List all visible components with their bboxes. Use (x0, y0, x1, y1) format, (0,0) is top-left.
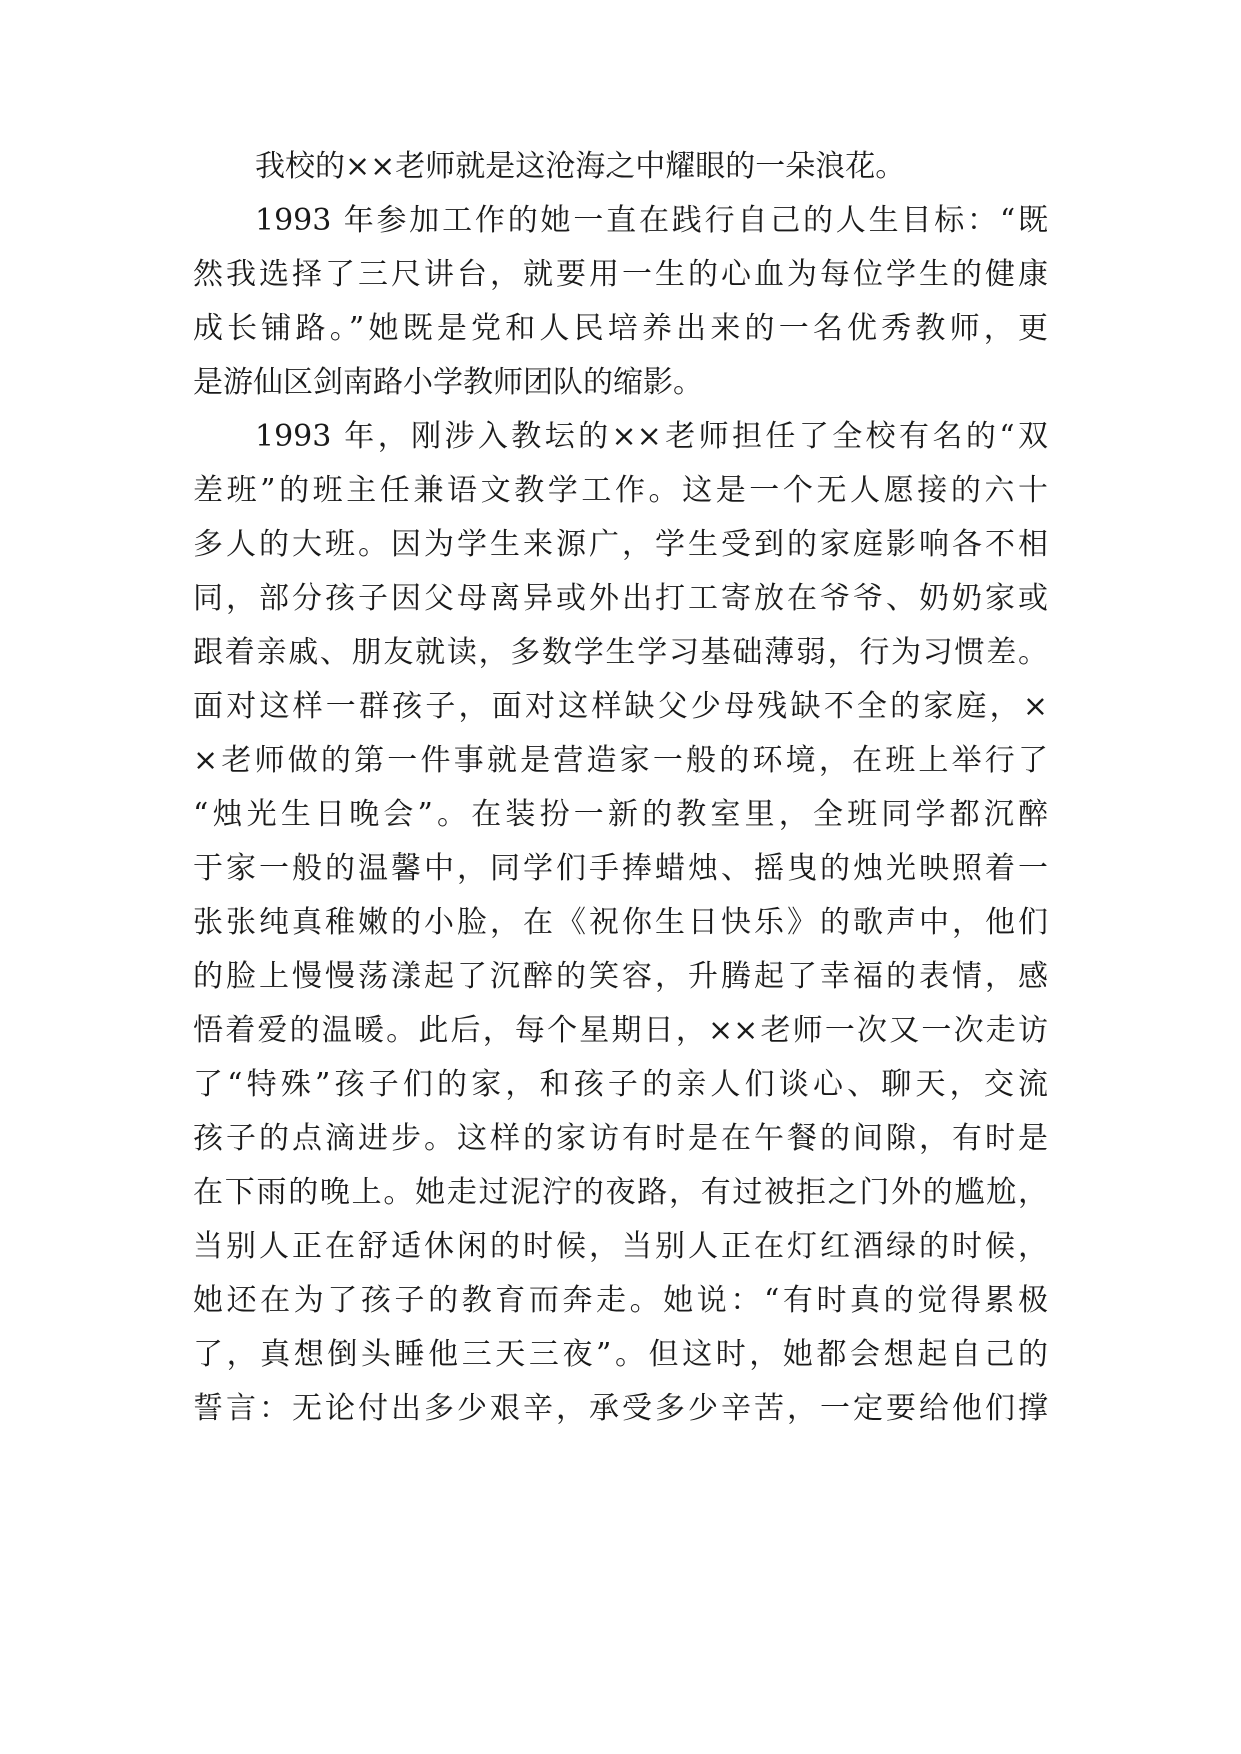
text-line: “烛光生日晚会”。在装扮一新的教室里，全班同学都沉醉 (193, 797, 1048, 832)
text-line: 1993 年，刚涉入教坛的××老师担任了全校有名的“双 (255, 419, 1048, 454)
text-line: 是游仙区剑南路小学教师团队的缩影。 (193, 365, 703, 400)
text-line: 她还在为了孩子的教育而奔走。她说：“有时真的觉得累极 (193, 1283, 1048, 1318)
text-line: 誓言：无论付出多少艰辛，承受多少辛苦，一定要给他们撑 (193, 1391, 1048, 1426)
text-line: 了，真想倒头睡他三天三夜”。但这时，她都会想起自己的 (193, 1337, 1048, 1372)
text-line: 多人的大班。因为学生来源广，学生受到的家庭影响各不相 (193, 527, 1048, 562)
text-line: 然我选择了三尺讲台，就要用一生的心血为每位学生的健康 (193, 257, 1048, 292)
text-line: 的脸上慢慢荡漾起了沉醉的笑容，升腾起了幸福的表情，感 (193, 959, 1048, 994)
text-line: 孩子的点滴进步。这样的家访有时是在午餐的间隙，有时是 (193, 1121, 1048, 1156)
text-line: 张张纯真稚嫩的小脸，在《祝你生日快乐》的歌声中，他们 (193, 905, 1048, 940)
text-line: 面对这样一群孩子，面对这样缺父少母残缺不全的家庭，× (193, 689, 1048, 724)
text-line: 同，部分孩子因父母离异或外出打工寄放在爷爷、奶奶家或 (193, 581, 1048, 616)
text-line: 1993 年参加工作的她一直在践行自己的人生目标：“既 (255, 203, 1048, 238)
text-line: 于家一般的温馨中，同学们手捧蜡烛、摇曳的烛光映照着一 (193, 851, 1048, 886)
text-line: 跟着亲戚、朋友就读，多数学生学习基础薄弱，行为习惯差。 (193, 635, 1048, 670)
text-line: 我校的××老师就是这沧海之中耀眼的一朵浪花。 (255, 149, 906, 184)
text-line: 了“特殊”孩子们的家，和孩子的亲人们谈心、聊天，交流 (193, 1067, 1048, 1102)
text-line: 成长铺路。”她既是党和人民培养出来的一名优秀教师，更 (193, 311, 1048, 346)
text-line: 当别人正在舒适休闲的时候，当别人正在灯红酒绿的时候， (193, 1229, 1048, 1264)
text-line: 差班”的班主任兼语文教学工作。这是一个无人愿接的六十 (193, 473, 1048, 508)
text-line: ×老师做的第一件事就是营造家一般的环境，在班上举行了 (193, 743, 1048, 778)
text-line: 悟着爱的温暖。此后，每个星期日，××老师一次又一次走访 (193, 1013, 1048, 1048)
text-line: 在下雨的晚上。她走过泥泞的夜路，有过被拒之门外的尴尬， (193, 1175, 1048, 1210)
